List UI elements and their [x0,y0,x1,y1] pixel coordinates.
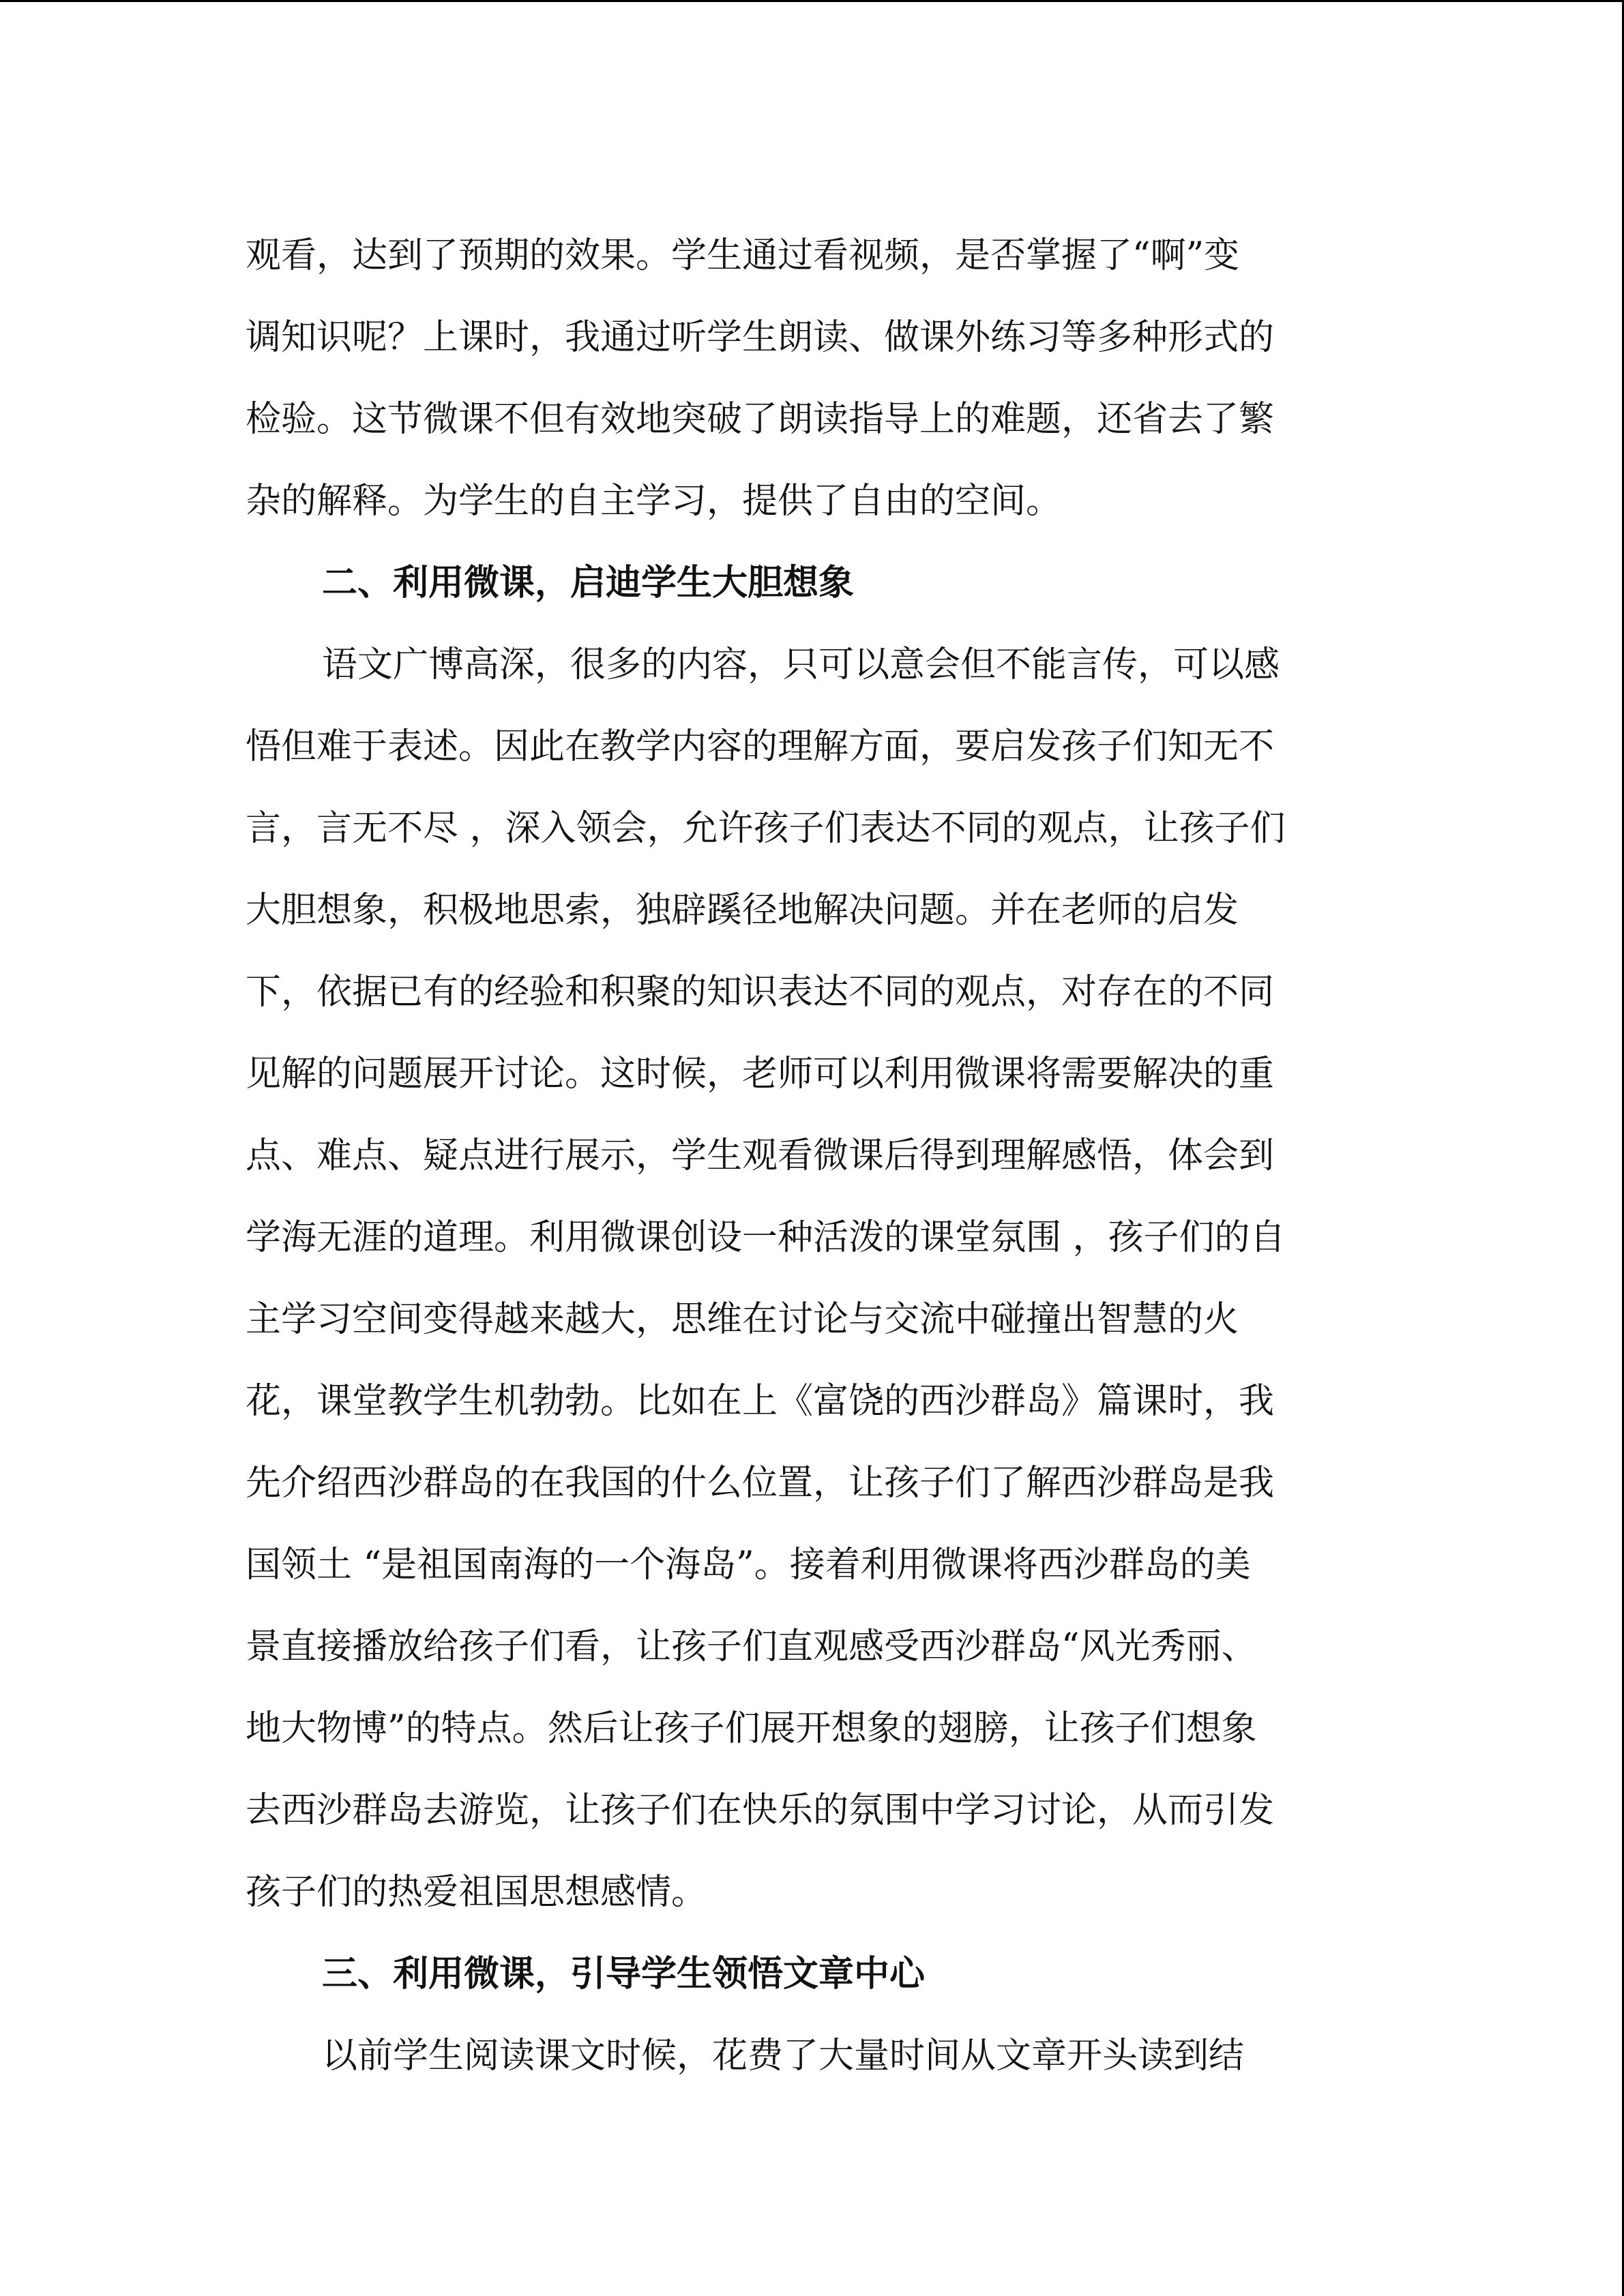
paragraph-line: 杂的解释。为学生的自主学习，提供了自由的空间。 [246,481,1062,522]
paragraph-line: 调知识呢？上课时，我通过听学生朗读、做课外练习等多种形式的 [246,317,1275,358]
section-heading-2: 二、利用微课，启迪学生大胆想象 [322,562,855,603]
paragraph-line: 花，课堂教学生机勃勃。比如在上《富饶的西沙群岛》篇课时，我 [246,1381,1275,1422]
section-heading-3: 三、利用微课，引导学生领悟文章中心 [322,1953,926,1995]
paragraph-line: 语文广博高深，很多的内容，只可以意会但不能言传，可以感 [322,644,1280,685]
paragraph-line: 学海无涯的道理。利用微课创设一种活泼的课堂氛围 ，孩子们的自 [246,1217,1286,1258]
paragraph-line: 检验。这节微课不但有效地突破了朗读指导上的难题，还省去了繁 [246,399,1275,440]
paragraph-line: 见解的问题展开讨论。这时候，老师可以利用微课将需要解决的重 [246,1054,1275,1094]
paragraph-line: 先介绍西沙群岛的在我国的什么位置，让孩子们了解西沙群岛是我 [246,1463,1275,1504]
paragraph-line: 主学习空间变得越来越大，思维在讨论与交流中碰撞出智慧的火 [246,1299,1239,1340]
paragraph-line: 景直接播放给孩子们看，让孩子们直观感受西沙群岛“风光秀丽、 [246,1626,1257,1667]
paragraph-line: 点、难点、疑点进行展示，学生观看微课后得到理解感悟，体会到 [246,1135,1275,1176]
paragraph-line: 以前学生阅读课文时候，花费了大量时间从文章开头读到结 [322,2036,1245,2076]
paragraph-line: 地大物博”的特点。然后让孩子们展开想象的翅膀，让孩子们想象 [246,1708,1257,1749]
paragraph-line: 言，言无不尽 ，深入领会，允许孩子们表达不同的观点，让孩子们 [246,808,1286,849]
paragraph-line: 下，依据已有的经验和积聚的知识表达不同的观点，对存在的不同 [246,972,1275,1013]
paragraph-line: 悟但难于表述。因此在教学内容的理解方面，要启发孩子们知无不 [246,726,1275,767]
document-body [246,215,1391,2097]
paragraph-line: 国领土 “是祖国南海的一个海岛”。接着利用微课将西沙群岛的美 [246,1545,1251,1585]
paragraph-line: 孩子们的热爱祖国思想感情。 [246,1872,707,1913]
page-top-border [0,0,1624,2]
paragraph-line: 去西沙群岛去游览，让孩子们在快乐的氛围中学习讨论，从而引发 [246,1790,1275,1831]
paragraph-line: 观看，达到了预期的效果。学生通过看视频，是否掌握了“啊”变 [246,235,1240,276]
paragraph-line: 大胆想象，积极地思索，独辟蹊径地解决问题。并在老师的启发 [246,890,1239,931]
